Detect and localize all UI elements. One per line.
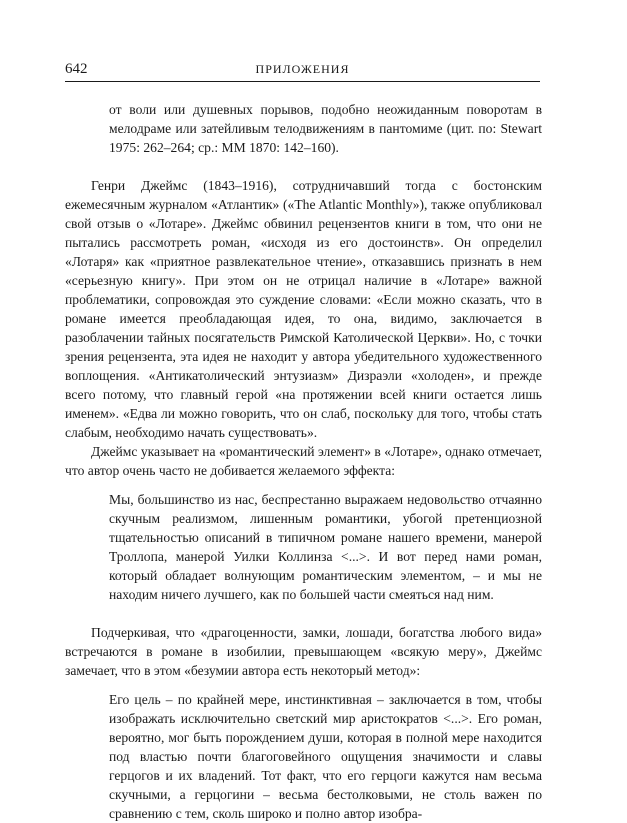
paragraph-james-review: Генри Джеймс (1843–1916), сотрудничавший тогда с бостонским ежемесячным журналом «Атлантик» («The Atlantic Monthly»), также опубликовал свой отзыв о «Лотаре». Джеймс обвинил рецензентов книги в том, что они не пытались рассмотреть роман, «исходя из его достоинств». Он определил «Лотаря» как «приятное развлекательное чтение», отказавшись признать в нем «серьезную книгу». При этом он не отрицал наличие в «Лотаре» важной проблематики, сопровождая это суждение словами: «Если можно сказать, что в романе имеется преобладающая идея, то она, видимо, заключается в разоблачении тайных посягательств Римской Католической Церкви». Но, с точки зрения рецензента, эта идея не находит у автора убедительного художественного воплощения. «Антикатолический энтузиазм» Дизраэли «холоден», и прежде всего потому, что главный герой «на протяжении всей книги остается лишь именем». «Едва ли можно говорить, что он слаб, поскольку для того, чтобы стать слабым, необходимо начать существовать». xyxy=(65,178,542,440)
paragraph-romantic-element: Джеймс указывает на «романтический элемент» в «Лотаре», однако отмечает, что автор очень часто не добивается желаемого эффекта: xyxy=(65,444,542,478)
spacer xyxy=(65,157,542,176)
spacer xyxy=(65,604,542,623)
block-quote-realism: Мы, большинство из нас, беспрестанно выражаем недовольство отчаянно скучным реализмом, лишенным романтики, убогой претенциозной тщательностью описаний в типичном романе нашего времени, манерой Троллопа, манерой Уилки Коллинза <...>. И вот перед нами роман, который обладает волнующим романтическим элементом, – и мы не находим ничего лучшего, как по большей части смеяться над ним. xyxy=(109,492,542,602)
running-head: ПРИЛОЖЕНИЯ xyxy=(255,62,350,76)
block-quote-aristocrats: Его цель – по крайней мере, инстинктивная – заключается в том, чтобы изображать исключительно светский мир аристократов <...>. Его роман, вероятно, мог быть порождением души, которая в полной мере находится под властью почти благоговейного ощущения значимости и славы герцогов и их владений. Тот факт, что его герцоги кажутся нам весьма скучными, а герцогини – весьма бестолковыми, не столь важен по сравнению с тем, сколь широко и полно автор изобра- xyxy=(109,692,542,821)
paragraph-jewels: Подчеркивая, что «драгоценности, замки, лошади, богатства любого вида» встречаются в романе в изобилии, превышающем «всякую меру», Джеймс замечает, что в этом «безумии автора есть некоторый метод»: xyxy=(65,625,542,678)
spacer xyxy=(65,480,542,490)
spacer xyxy=(65,680,542,690)
page-body xyxy=(65,100,542,823)
quote-continuation: от воли или душевных порывов, подобно неожиданным поворотам в мелодраме или затейливым телодвижениям в пантомиме (цит. по: Stewart 1975: 262–264; ср.: MM 1870: 142–160). xyxy=(109,102,542,155)
page-header xyxy=(65,59,540,82)
page-number: 642 xyxy=(65,61,88,77)
